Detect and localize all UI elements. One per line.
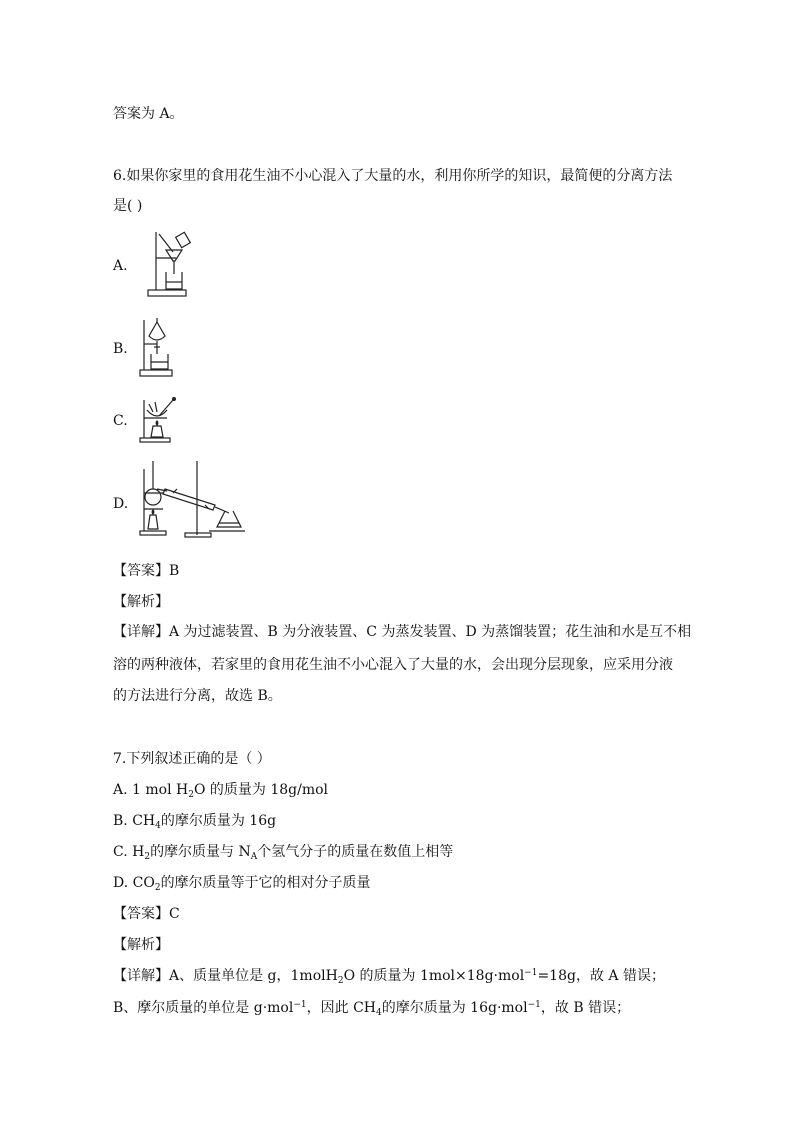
q7-option-a: A. 1 mol $H_2O$ 的质量为 18g/mol [113, 782, 329, 800]
q7-detail-line1: 【详解】A、质量单位是 g，1molH$_2$O 的质量为 1mol×18g·mol$^{-1}$=18g，故 A 错误； [113, 968, 665, 986]
q7-option-c: C. $H_2$的摩尔质量与 $N_A$个氢气分子的质量在数值上相等 [113, 844, 454, 862]
q7-stem: 7.下列叙述正确的是（ ） [113, 751, 271, 767]
q6-option-c-label: C. [113, 413, 128, 429]
previous-answer: 答案为 A。 [113, 106, 184, 122]
distillation-apparatus-icon [137, 459, 247, 539]
q6-detail-line2: 溶的两种液体，若家里的食用花生油不小心混入了大量的水，会出现分层现象，应采用分液 [113, 657, 673, 673]
q6-stem-line1: 6.如果你家里的食用花生油不小心混入了大量的水，利用你所学的知识，最简便的分离方法 [113, 168, 673, 184]
q6-stem-line2: 是( ) [113, 198, 143, 214]
q7-option-b: B. $CH_4$的摩尔质量为 16g [113, 813, 277, 831]
q7-analysis-title: 【解析】 [113, 937, 169, 953]
evaporation-apparatus-icon [137, 396, 185, 444]
q6-option-b-label: B. [113, 341, 128, 357]
separatory-funnel-apparatus-icon [137, 316, 177, 378]
q6-option-a-label: A. [113, 258, 128, 274]
q6-option-d-label: D. [113, 496, 129, 512]
q6-answer: 【答案】B [113, 563, 180, 579]
q7-option-d: D. $CO_2$的摩尔质量等于它的相对分子质量 [113, 875, 371, 893]
q6-analysis-title: 【解析】 [113, 594, 169, 610]
q7-detail-line2: B、摩尔质量的单位是 g·mol$^{-1}$，因此 $CH_4$的摩尔质量为 16g·mol$^{-1}$，故 B 错误； [113, 1000, 631, 1018]
q6-detail-line1: 【详解】A 为过滤装置、B 为分液装置、C 为蒸发装置、D 为蒸馏装置；花生油和水是互不相 [113, 624, 692, 640]
q6-detail-line3: 的方法进行分离，故选 B。 [113, 688, 282, 704]
filtration-apparatus-icon [142, 228, 192, 300]
q7-answer: 【答案】C [113, 906, 180, 922]
